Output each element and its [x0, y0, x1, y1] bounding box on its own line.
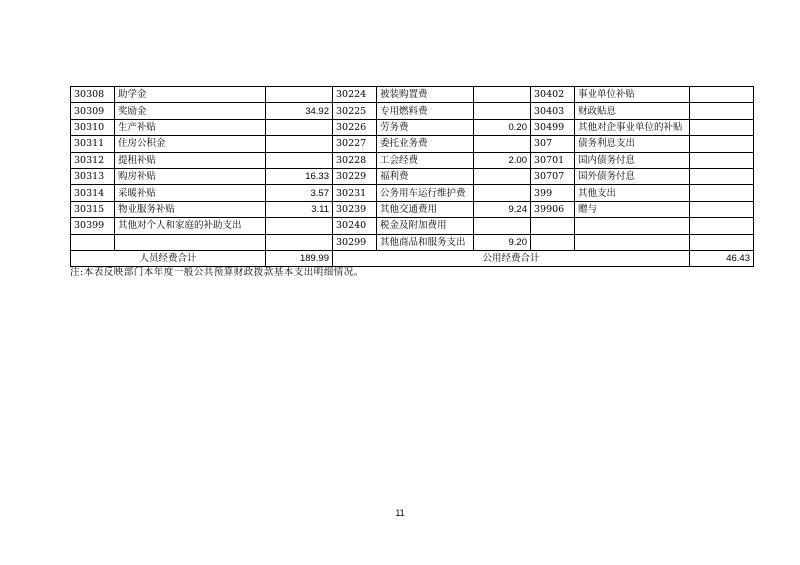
name-cell: 其他商品和服务支出	[377, 234, 474, 250]
amount-cell	[266, 234, 333, 250]
table-row	[71, 87, 754, 103]
amount-cell	[266, 87, 333, 103]
name-cell: 债务利息支出	[575, 136, 690, 152]
name-cell: 赠与	[575, 201, 690, 217]
code-cell: 30701	[531, 152, 575, 168]
amount-cell	[474, 218, 531, 234]
amount-cell	[474, 87, 531, 103]
code-cell: 30309	[71, 103, 115, 119]
amount-cell	[474, 185, 531, 201]
personnel-total-value: 189.99	[266, 250, 333, 266]
amount-cell: 9.24	[474, 201, 531, 217]
personnel-total-label: 人员经费合计	[71, 250, 266, 266]
public-total-value: 46.43	[690, 250, 754, 266]
name-cell	[575, 234, 690, 250]
code-cell: 30228	[333, 152, 377, 168]
amount-cell	[690, 136, 754, 152]
name-cell: 国内债务付息	[575, 152, 690, 168]
name-cell: 财政贴息	[575, 103, 690, 119]
name-cell: 被装购置费	[377, 87, 474, 103]
amount-cell: 3.57	[266, 185, 333, 201]
code-cell: 30299	[333, 234, 377, 250]
name-cell: 其他对企事业单位的补贴	[575, 119, 690, 135]
code-cell: 30308	[71, 87, 115, 103]
name-cell: 工会经费	[377, 152, 474, 168]
name-cell: 采暖补贴	[115, 185, 266, 201]
name-cell: 税金及附加费用	[377, 218, 474, 234]
amount-cell	[690, 119, 754, 135]
code-cell: 30224	[333, 87, 377, 103]
code-cell: 30403	[531, 103, 575, 119]
name-cell: 其他交通费用	[377, 201, 474, 217]
code-cell	[71, 234, 115, 250]
code-cell: 30707	[531, 168, 575, 184]
amount-cell	[690, 185, 754, 201]
amount-cell: 2.00	[474, 152, 531, 168]
name-cell	[575, 218, 690, 234]
amount-cell	[474, 103, 531, 119]
table-note: 注:本表反映部门本年度一般公共预算财政拨款基本支出明细情况。	[70, 267, 364, 278]
amount-cell: 0.20	[474, 119, 531, 135]
amount-cell	[266, 119, 333, 135]
code-cell: 39906	[531, 201, 575, 217]
code-cell: 307	[531, 136, 575, 152]
amount-cell	[266, 152, 333, 168]
table-row	[71, 218, 754, 234]
code-cell: 30402	[531, 87, 575, 103]
name-cell: 购房补贴	[115, 168, 266, 184]
name-cell: 劳务费	[377, 119, 474, 135]
amount-cell	[474, 168, 531, 184]
amount-cell	[690, 218, 754, 234]
amount-cell	[690, 201, 754, 217]
amount-cell	[690, 152, 754, 168]
table-row	[71, 234, 754, 250]
amount-cell: 34.92	[266, 103, 333, 119]
code-cell: 30399	[71, 218, 115, 234]
amount-cell	[474, 136, 531, 152]
table-body	[71, 87, 754, 251]
name-cell: 委托业务费	[377, 136, 474, 152]
amount-cell	[690, 168, 754, 184]
code-cell: 30315	[71, 201, 115, 217]
code-cell	[531, 234, 575, 250]
code-cell: 30240	[333, 218, 377, 234]
code-cell: 30310	[71, 119, 115, 135]
code-cell: 30239	[333, 201, 377, 217]
name-cell: 其他对个人和家庭的补助支出	[115, 218, 266, 234]
code-cell: 30227	[333, 136, 377, 152]
page-number: 11	[395, 508, 405, 518]
code-cell: 30314	[71, 185, 115, 201]
table-row	[71, 119, 754, 135]
name-cell: 物业服务补贴	[115, 201, 266, 217]
name-cell: 助学金	[115, 87, 266, 103]
code-cell: 30499	[531, 119, 575, 135]
table-row	[71, 103, 754, 119]
code-cell: 30226	[333, 119, 377, 135]
table-row	[71, 201, 754, 217]
amount-cell: 9.20	[474, 234, 531, 250]
code-cell: 399	[531, 185, 575, 201]
expenditure-detail-table	[70, 86, 754, 267]
table-row	[71, 168, 754, 184]
code-cell: 30229	[333, 168, 377, 184]
amount-cell	[266, 218, 333, 234]
amount-cell	[690, 87, 754, 103]
name-cell: 国外债务付息	[575, 168, 690, 184]
table-row	[71, 136, 754, 152]
name-cell: 福利费	[377, 168, 474, 184]
code-cell	[531, 218, 575, 234]
name-cell	[115, 234, 266, 250]
name-cell: 住房公积金	[115, 136, 266, 152]
code-cell: 30231	[333, 185, 377, 201]
code-cell: 30311	[71, 136, 115, 152]
amount-cell: 3.11	[266, 201, 333, 217]
name-cell: 提租补贴	[115, 152, 266, 168]
name-cell: 奖励金	[115, 103, 266, 119]
table-row	[71, 185, 754, 201]
name-cell: 公务用车运行维护费	[377, 185, 474, 201]
code-cell: 30225	[333, 103, 377, 119]
name-cell: 事业单位补贴	[575, 87, 690, 103]
table-row	[71, 152, 754, 168]
code-cell: 30313	[71, 168, 115, 184]
name-cell: 生产补贴	[115, 119, 266, 135]
amount-cell	[690, 103, 754, 119]
amount-cell	[690, 234, 754, 250]
amount-cell	[266, 136, 333, 152]
public-total-label: 公用经费合计	[333, 250, 690, 266]
name-cell: 其他支出	[575, 185, 690, 201]
name-cell: 专用燃料费	[377, 103, 474, 119]
code-cell: 30312	[71, 152, 115, 168]
amount-cell: 16.33	[266, 168, 333, 184]
